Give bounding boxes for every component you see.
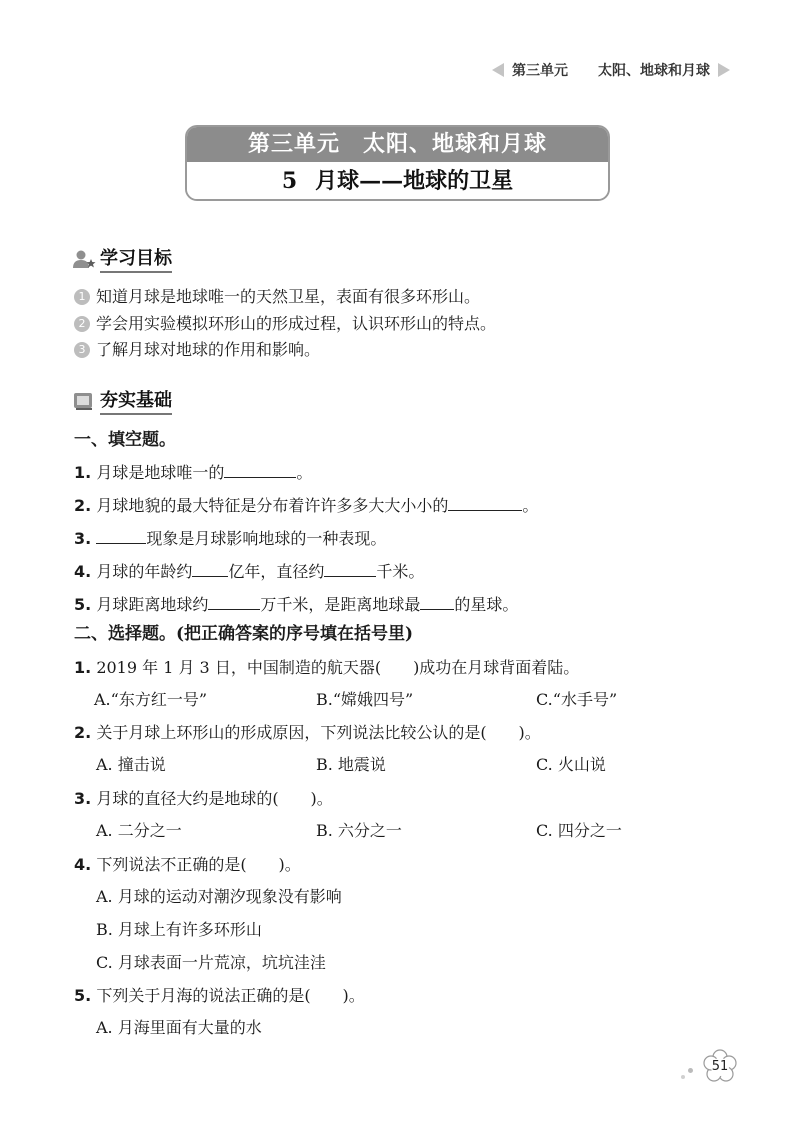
title-box [185,125,610,201]
choice-question-4: 4. 下列说法不正确的是( )。 [74,855,301,874]
objective-item [74,314,496,334]
objectives-title: 学习目标 [100,244,172,273]
option-b: B. 月球上有许多环形山 [96,920,262,939]
option-a: A. 月海里面有大量的水 [96,1018,262,1037]
person-star-icon [72,249,96,269]
option-c: C. 四分之一 [536,821,622,840]
objective-number: 1 [74,289,90,305]
answer-blank[interactable] [224,461,296,478]
header-unit: 第三单元 [512,63,568,79]
objective-text: 了解月球对地球的作用和影响。 [96,340,321,359]
option-a: A. 二分之一 [96,821,182,840]
answer-blank[interactable] [192,560,228,577]
basics-heading [72,386,172,415]
option-c: C.“水手号” [536,690,618,709]
choice-question-1: 1. 2019 年 1 月 3 日，中国制造的航天器( )成功在月球背面着陆。 [74,658,580,677]
option-b: B. 六分之一 [316,821,402,840]
choice-heading: 二、选择题。(把正确答案的序号填在括号里) [74,624,414,644]
lesson-title-text: 月球——地球的卫星 [315,168,514,194]
option-a: A. 月球的运动对潮汐现象没有影响 [96,887,342,906]
fill-question-5: 5. 月球距离地球约 万千米，是距离地球最 的星球。 [74,595,519,614]
decor-dot [688,1068,693,1073]
triangle-right-icon [718,63,730,77]
triangle-left-icon [492,63,504,77]
page-number-badge [702,1049,738,1085]
answer-blank[interactable] [96,527,146,544]
option-b: B. 地震说 [316,755,386,774]
option-c: C. 火山说 [536,755,606,774]
option-a: A. 撞击说 [96,755,166,774]
answer-blank[interactable] [324,560,376,577]
option-a: A.“东方红一号” [94,690,208,709]
objective-text: 知道月球是地球唯一的天然卫星，表面有很多环形山。 [96,287,481,306]
objective-text: 学会用实验模拟环形山的形成过程，认识环形山的特点。 [96,314,497,333]
choice-question-3: 3. 月球的直径大约是地球的( )。 [74,789,333,808]
option-b: B.“嫦娥四号” [316,690,414,709]
fill-question-1: 1. 月球是地球唯一的 。 [74,463,313,482]
answer-blank[interactable] [448,494,522,511]
objectives-heading [72,244,172,273]
objective-item [74,287,480,307]
objective-number: 3 [74,342,90,358]
lesson-number: 5 [281,168,298,194]
option-c: C. 月球表面一片荒凉，坑坑洼洼 [96,953,326,972]
choice-question-2: 2. 关于月球上环形山的形成原因，下列说法比较公认的是( )。 [74,723,541,742]
choice-question-5: 5. 下列关于月海的说法正确的是( )。 [74,986,365,1005]
fill-question-4: 4. 月球的年龄约 亿年，直径约 千米。 [74,562,425,581]
basics-title: 夯实基础 [100,386,172,415]
page-number: 51 [711,1059,729,1074]
fill-question-3: 3. 现象是月球影响地球的一种表现。 [74,529,387,548]
answer-blank[interactable] [208,593,260,610]
notebook-icon [72,391,96,411]
answer-blank[interactable] [420,593,454,610]
objective-item [74,340,320,360]
lesson-title [187,162,608,201]
fill-question-2: 2. 月球地貌的最大特征是分布着许许多多大大小小的 。 [74,496,539,515]
decor-dot [681,1075,685,1079]
fill-heading: 一、填空题。 [74,430,176,450]
objective-number: 2 [74,316,90,332]
title-unit-line: 第三单元 太阳、地球和月球 [187,127,608,162]
header-topic: 太阳、地球和月球 [598,63,710,79]
running-header [492,60,730,80]
